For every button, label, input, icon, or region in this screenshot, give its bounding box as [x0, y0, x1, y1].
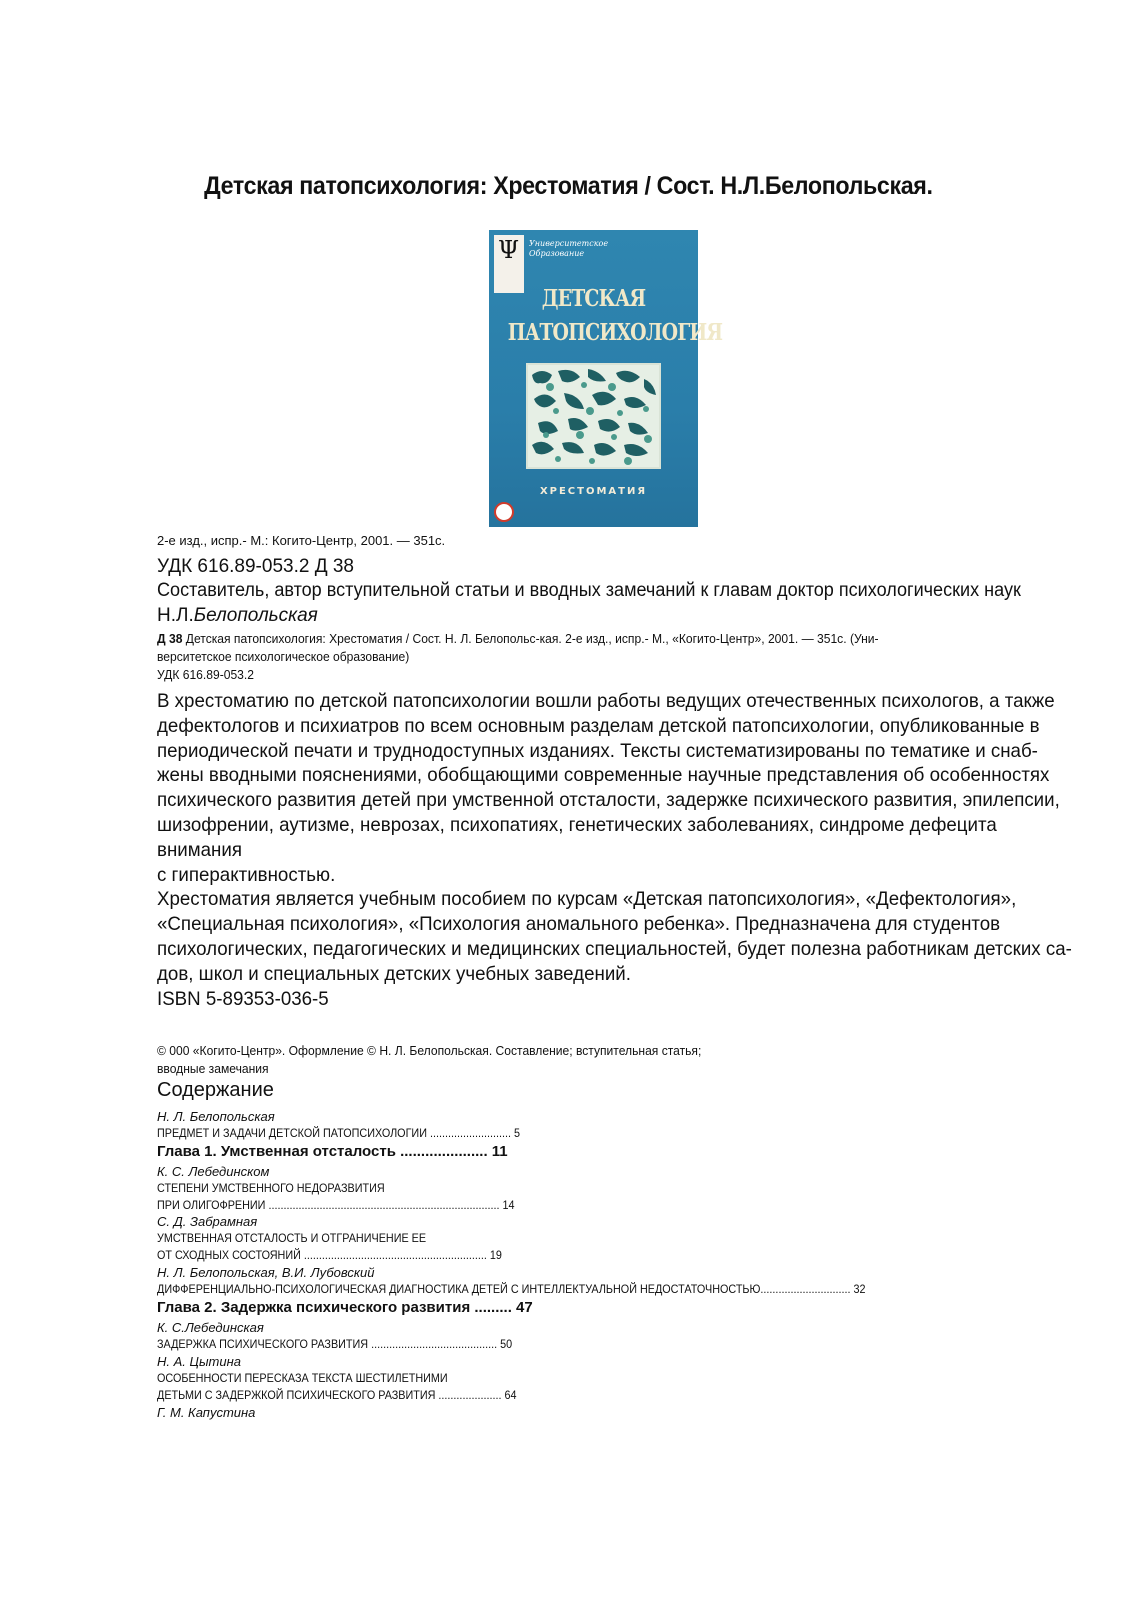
toc-entry: ЗАДЕРЖКА ПСИХИЧЕСКОГО РАЗВИТИЯ .......................................... 50	[157, 1337, 513, 1351]
abstract-line: шизофрении, аутизме, неврозах, психопатиях, генетических заболеваниях, синдроме дефецита	[157, 814, 997, 836]
toc-chapter: Глава 2. Задержка психического развития ......... 47	[157, 1299, 533, 1316]
abstract-line: психологических, педагогических и медицинских специальностей, будет полезна работникам детских са-	[157, 938, 1072, 960]
toc-author: К. С.Лебединская	[157, 1320, 264, 1335]
compiler-line: Составитель, автор вступительной статьи и вводных замечаний к главам доктор психологических наук	[157, 580, 1021, 601]
copyright-line-1: © 000 «Когито-Центр». Оформление © Н. Л. Белопольская. Составление; вступительная статья;	[157, 1043, 702, 1058]
toc-author: Н. Л. Белопольская, В.И. Лубовский	[157, 1265, 375, 1280]
abstract-line: периодической печати и труднодоступных изданиях. Тексты систематизированы по тематике и снаб-	[157, 739, 1038, 762]
copyright-line-2: вводные замечания	[157, 1061, 269, 1076]
cover-title-line2: ПАТОПСИХОЛОГИЯ	[507, 319, 723, 346]
book-cover-image	[489, 230, 723, 527]
compiler-name-line	[157, 605, 318, 627]
cover-title	[507, 282, 723, 350]
cover-series-line2: Образование	[529, 249, 585, 258]
cover-series-line1: Университетское	[529, 239, 609, 248]
compiler-initials: Н.Л.	[157, 605, 194, 626]
toc-author: Г. М. Капустина	[157, 1405, 256, 1420]
abstract-line: жены вводными пояснениями, обобщающими современные научные представления об особенностях	[157, 764, 1050, 787]
abstract-line: дов, школ и специальных детских учебных заведений.	[157, 962, 631, 985]
page-title: Детская патопсихология: Хрестоматия / Сост. Н.Л.Белопольская.	[204, 172, 933, 200]
toc-author: С. Д. Забрамная	[157, 1214, 258, 1229]
udk-main: УДК 616.89-053.2 Д 38	[157, 556, 354, 577]
abstract-line: психического развития детей при умственной отсталости, задержке психического развития, эпилепсии,	[157, 789, 1060, 812]
biblio-code: Д 38	[157, 631, 183, 646]
toc-author: К. С. Лебединском	[157, 1164, 270, 1179]
toc-entry: ДИФФЕРЕНЦИАЛЬНО-ПСИХОЛОГИЧЕСКАЯ ДИАГНОСТИКА ДЕТЕЙ С ИНТЕЛЛЕКТУАЛЬНОЙ НЕДОСТАТОЧНОСТЬЮ.............................. 32	[157, 1282, 866, 1296]
compiler-surname: Белопольская	[193, 605, 318, 626]
abstract-line: внимания	[157, 838, 242, 861]
toc-author: Н. Л. Белопольская	[157, 1109, 275, 1124]
cover-title-line1: ДЕТСКАЯ	[541, 285, 646, 312]
abstract-line: «Специальная психология», «Психология аномального ребенка». Предназначена для студентов	[157, 913, 1001, 936]
mosaic-artwork	[526, 363, 661, 469]
toc-entry: ПРИ ОЛИГОФРЕНИИ ............................................................................. 14	[157, 1198, 515, 1212]
abstract-line: В хрестоматию по детской патопсихологии вошли работы ведущих отечественных психологов, а также	[157, 690, 1055, 712]
biblio-text-1: Детская патопсихология: Хрестоматия / Сост. Н. Л. Белопольс-кая. 2-е изд., испр.- М., «Когито-Центр», 2001. — 351с. (Уни-	[182, 631, 879, 646]
toc-chapter: Глава 1. Умственная отсталость ..................... 11	[157, 1143, 508, 1160]
abstract-line: дефектологов и психиатров по всем основным разделам детской патопсихологии, опубликованные в	[157, 714, 1040, 737]
biblio-line-2: верситетское психологическое образование)	[157, 649, 410, 664]
toc-entry: УМСТВЕННАЯ ОТСТАЛОСТЬ И ОТГРАНИЧЕНИЕ ЕЕ	[157, 1231, 427, 1245]
psi-icon: Ψ	[498, 236, 520, 264]
toc-entry: СТЕПЕНИ УМСТВЕННОГО НЕДОРАЗВИТИЯ	[157, 1181, 385, 1195]
isbn-line: ISBN 5-89353-036-5	[157, 987, 329, 1010]
contents-heading: Содержание	[157, 1079, 274, 1101]
toc-entry: ОТ СХОДНЫХ СОСТОЯНИЙ ............................................................. 19	[157, 1248, 502, 1262]
publisher-logo-icon	[494, 502, 514, 522]
biblio-line-1	[157, 631, 879, 646]
abstract-line: Хрестоматия является учебным пособием по курсам «Детская патопсихология», «Дефектология»,	[157, 888, 1017, 911]
toc-entry: ДЕТЬМИ С ЗАДЕРЖКОЙ ПСИХИЧЕСКОГО РАЗВИТИЯ ..................... 64	[157, 1388, 517, 1402]
abstract-line: с гиперактивностью.	[157, 863, 336, 886]
imprint-line: 2-е изд., испр.- М.: Когито-Центр, 2001. — 351с.	[157, 533, 446, 548]
cover-series-label	[529, 239, 619, 259]
toc-author: Н. А. Цытина	[157, 1354, 241, 1369]
toc-entry: ОСОБЕННОСТИ ПЕРЕСКАЗА ТЕКСТА ШЕСТИЛЕТНИМИ	[157, 1371, 448, 1385]
toc-entry: ПРЕДМЕТ И ЗАДАЧИ ДЕТСКОЙ ПАТОПСИХОЛОГИИ ........................... 5	[157, 1126, 520, 1140]
udk-small: УДК 616.89-053.2	[157, 667, 254, 682]
cover-subtitle: ХРЕСТОМАТИЯ	[539, 486, 648, 497]
